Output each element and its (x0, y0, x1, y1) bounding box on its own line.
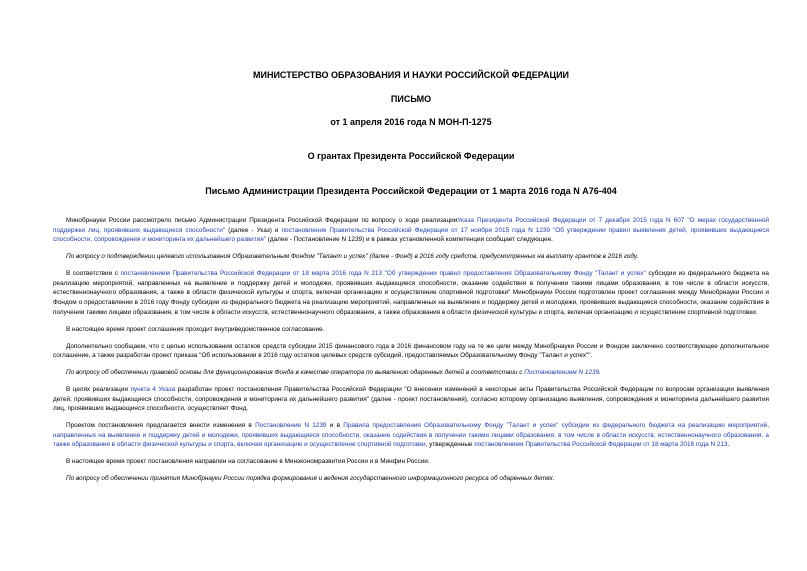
paragraph-9: В настоящее время проект постановления направлен на согласование в Минэкономразвития России и в Минфин России. (66, 458, 430, 466)
paragraph-text: разработан проект постановления Правительства Российской Федерации "О внесении изменений в некоторые акты Правительства Российской Федерации по вопросам организации выявления детей, проявивших выдающиеся способности, сопровождения и мониторинга их дальнейшего развития" (далее - проект постановления), согласно которому организацию выявления, сопровождения и мониторинга дальнейшего развития лиц, проявивших выдающиеся способности, осуществляет Фонд. (53, 386, 769, 413)
paragraph-8 (53, 421, 769, 450)
link-resolution-213[interactable]: постановлением Правительства Российской Федерации от 18 марта 2016 года N 213 "Об утверждении правил предоставления Образовательному Фонду "Талант и успех" (120, 270, 646, 278)
link-resolution-1239[interactable]: постановления Правительства Российской Федерации от 17 ноября 2015 года N 1239 "Об утверждении правил выявления детей, проявивших выдающиеся способности, сопровождения и мониторинга их дальнейшего развития" (53, 226, 769, 244)
paragraph-text: . (727, 441, 730, 449)
document-type-heading: ПИСЬМО (390, 94, 432, 104)
link-decree-point-4[interactable]: пункта 4 Указа (130, 386, 176, 394)
paragraph-text: В соответствии с (66, 270, 121, 278)
paragraph-text: субсидии из федерального бюджета на реализацию мероприятий, направленных на выявление и поддержку детей и молодежи, проявивших выдающиеся способности, оказание содействия в получении такими лицами образования, в том числе в области искусств, естественнонаучного образования, а также в области физической культуры и спорта, включая организацию и осуществление спортивной подготовки" Минобрнауки России подготовлен проект соглашения между Минобрнауки России и Фондом о предоставлении в 2016 году Фонду субсидии из федерального бюджета на реализацию мероприятий, направленных на выявление и поддержку детей и молодежи, проявивших выдающиеся способности, оказание содействия в получении такими лицами образования, в том числе в области искусств, естественнонаучного образования, а также образования в области физической культуры и спорта, включая организацию и осуществление спортивной подготовки. (53, 270, 769, 316)
paragraph-text: В целях реализации (66, 386, 131, 394)
paragraph-1 (53, 216, 769, 245)
document-topic: О грантах Президента Российской Федерации (307, 151, 515, 161)
paragraph-5: Дополнительно сообщаем, что с целью использования остатков средств субсидии 2015 финансового года в 2016 финансовом году на те же цели между Минобрнауки России и Фондом заключено соответствующее дополнительное соглашение, а также разработан проект приказа "Об использовании в 2016 году остатков целевых средств субсидий, предоставляемых Образовательному Фонду "Талант и успех"". (53, 342, 769, 360)
ministry-heading: МИНИСТЕРСТВО ОБРАЗОВАНИЯ И НАУКИ РОССИЙСКОЙ ФЕДЕРАЦИИ (252, 70, 570, 80)
paragraph-text: и в (326, 422, 344, 430)
paragraph-2: По вопросу о подтверждении целевого использования Образовательным Фондом "Талант и успех" (далее - Фонд) в 2016 году средств, предусмотренных на выплату грантов в 2016 году. (66, 253, 639, 261)
paragraph-text: По вопросу об обеспечении правовой основы для функционирования Фонда в качестве оператора по выявлению одаренных детей в соответствии с (66, 369, 525, 377)
paragraph-text: , утвержденные (425, 441, 475, 449)
link-decree-607[interactable]: Указа Президента Российской Федерации от 7 декабря 2015 года N 607 "О мерах государственной поддержки лиц, проявивших выдающиеся способности" (53, 217, 769, 234)
paragraph-text: (далее - Постановление N 1239) и в рамках установленной компетенции сообщает следующее. (265, 236, 553, 244)
reference-letter-heading: Письмо Администрации Президента Российской Федерации от 1 марта 2016 года N А76-404 (205, 186, 617, 196)
paragraph-7 (53, 385, 769, 414)
document-date-number: от 1 апреля 2016 года N МОН-П-1275 (330, 117, 492, 127)
paragraph-4: В настоящее время проект соглашения проходит внутриведомственное согласование. (66, 325, 325, 333)
paragraph-text: Минобрнауки России рассмотрело письмо Администрации Президента Российской Федерации по вопросу о ходе реализации (66, 217, 458, 224)
paragraph-10: По вопросу об обеспечении принятия Минобрнауки России порядка формирования и ведения государственного информационного ресурса об одаренных детях. (66, 475, 555, 483)
document-body (53, 216, 769, 484)
paragraph-text: (далее - Указ) и (225, 226, 282, 234)
paragraph-text: . (599, 369, 601, 377)
paragraph-6 (53, 368, 769, 378)
link-resolution-213[interactable]: постановлением Правительства Российской Федерации от 18 марта 2016 года N 213 (474, 441, 728, 449)
paragraph-text: Проектом постановления предлагается внести изменения в (66, 422, 256, 430)
link-resolution-1239[interactable]: Постановление N 1239 (255, 422, 327, 430)
paragraph-3 (53, 269, 769, 317)
link-resolution-1239[interactable]: Постановлением N 1239 (524, 369, 600, 377)
link-subsidy-rules[interactable]: Правила предоставления Образовательному Фонду "Талант и успех" субсидии из федерального бюджета на реализацию мероприятий, направленных на выявление и поддержку детей и молодежи, проявивших выдающиеся способности, оказание содействия в получении такими лицами образования, в том числе в области искусств, естественнонаучного образования, а также образования в области физической культуры и спорта, включая организацию и осуществление спортивной подготовки (53, 422, 769, 449)
